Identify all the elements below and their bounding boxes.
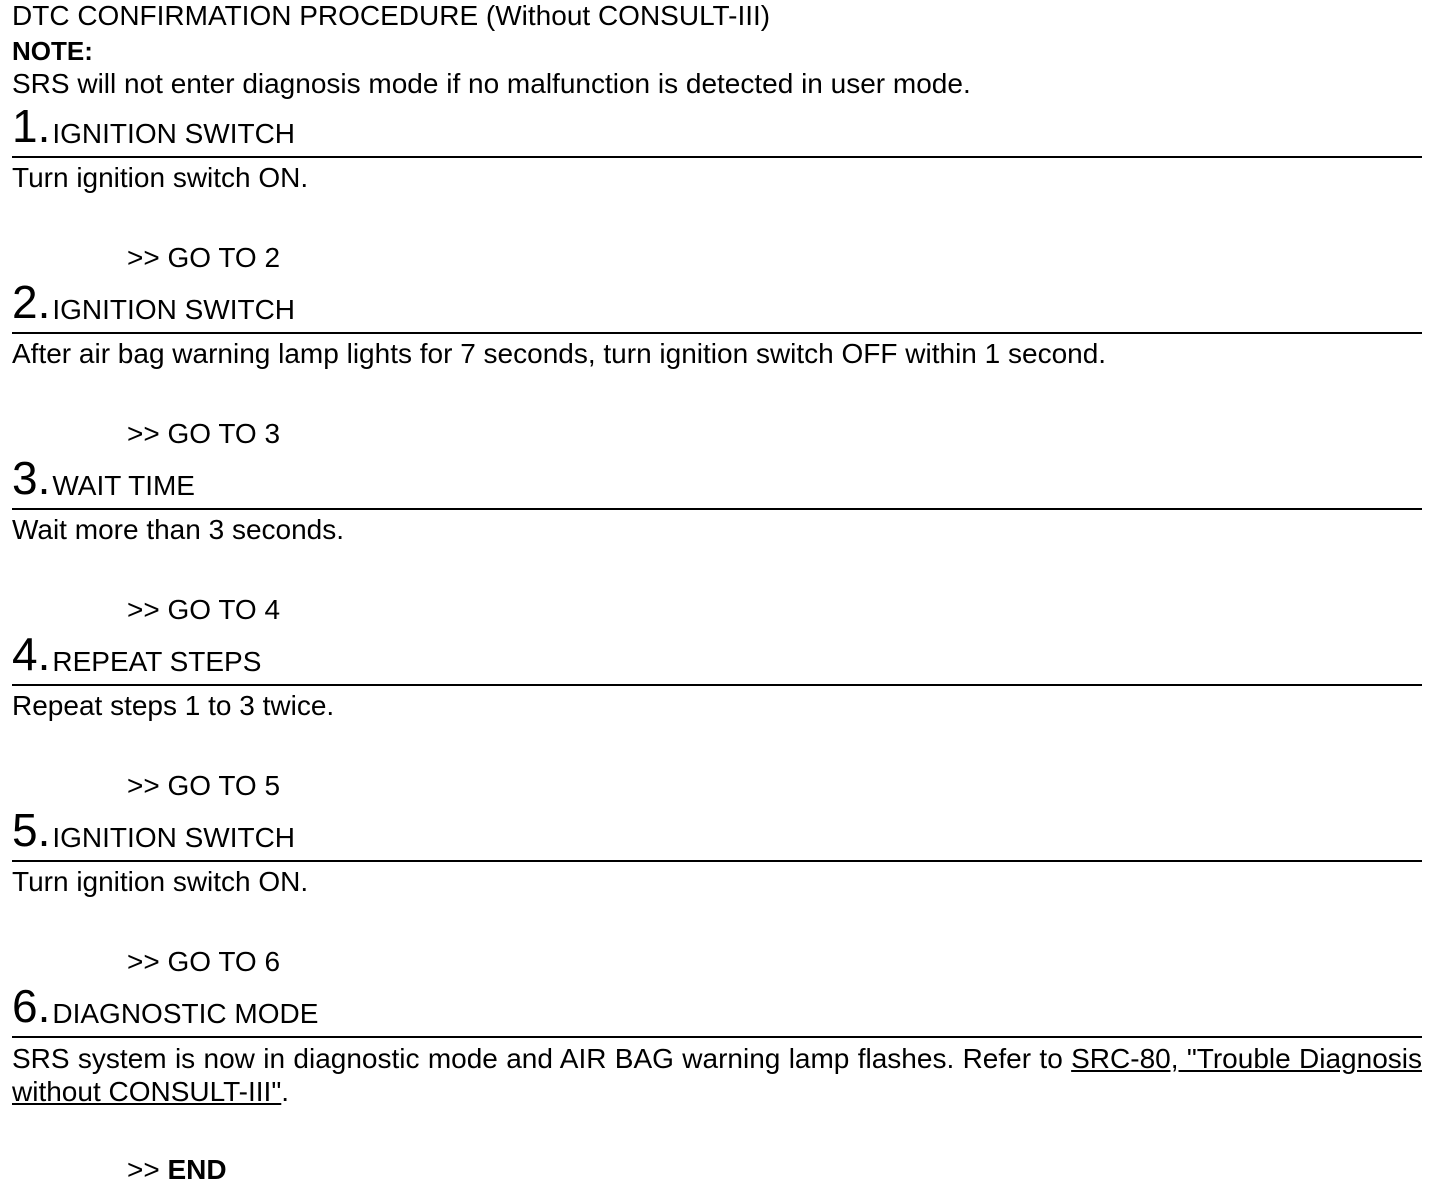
step-1 <box>0 100 1456 276</box>
step-number-dot: . <box>37 804 51 856</box>
step-header <box>12 628 261 680</box>
step-number: 1 <box>12 100 38 152</box>
trouble-diagnosis-reference-link[interactable]: SRC-80, "Trouble Diagnosis without CONSULT-III" <box>12 1043 1422 1107</box>
instruction-period: . <box>281 1076 290 1107</box>
step-number: 2 <box>12 276 38 328</box>
step-divider <box>12 508 1422 510</box>
note-label: NOTE: <box>12 36 93 66</box>
step-header <box>12 100 295 152</box>
goto-next-step: >> GO TO 3 <box>127 418 281 449</box>
step-instruction: Wait more than 3 seconds. <box>12 514 345 545</box>
instruction-text: SRS system is now in diagnostic mode and AIR BAG warning lamp flashes. Refer to <box>12 1043 1072 1074</box>
step-number-dot: . <box>37 980 51 1032</box>
step-number: 4 <box>12 628 38 680</box>
step-divider <box>12 684 1422 686</box>
step-3 <box>0 452 1456 628</box>
step-instruction: After air bag warning lamp lights for 7 seconds, turn ignition switch OFF within 1 second. <box>12 338 1107 369</box>
step-number-dot: . <box>37 628 51 680</box>
note-text: SRS will not enter diagnosis mode if no malfunction is detected in user mode. <box>12 68 971 99</box>
step-number: 5 <box>12 804 38 856</box>
step-number-dot: . <box>37 452 51 504</box>
step-5 <box>0 804 1456 980</box>
step-number-dot: . <box>37 276 51 328</box>
step-header <box>12 980 318 1032</box>
step-header <box>12 804 295 856</box>
step-title: IGNITION SWITCH <box>52 118 296 149</box>
step-header <box>12 452 195 504</box>
step-divider <box>12 860 1422 862</box>
step-instruction: Turn ignition switch ON. <box>12 162 309 193</box>
step-number: 6 <box>12 980 38 1032</box>
step-divider <box>12 332 1422 334</box>
goto-next-step: >> GO TO 5 <box>127 770 281 801</box>
step-title: WAIT TIME <box>52 470 195 501</box>
goto-prefix: >> <box>127 1154 168 1185</box>
goto-next-step: >> GO TO 4 <box>127 594 281 625</box>
goto-next-step: >> GO TO 6 <box>127 946 281 977</box>
step-4 <box>0 628 1456 804</box>
step-title: IGNITION SWITCH <box>52 294 296 325</box>
page-title: DTC CONFIRMATION PROCEDURE (Without CONSULT-III) <box>12 0 771 31</box>
step-divider <box>12 156 1422 158</box>
step-instruction: Turn ignition switch ON. <box>12 866 309 897</box>
step-6 <box>0 980 1456 1194</box>
step-2 <box>0 276 1456 452</box>
step-instruction <box>12 1042 1422 1108</box>
step-number: 3 <box>12 452 38 504</box>
step-title: IGNITION SWITCH <box>52 822 296 853</box>
step-title: REPEAT STEPS <box>52 646 262 677</box>
step-number-dot: . <box>37 100 51 152</box>
goto-end <box>127 1154 227 1186</box>
step-title: DIAGNOSTIC MODE <box>52 998 319 1029</box>
step-instruction: Repeat steps 1 to 3 twice. <box>12 690 335 721</box>
step-divider <box>12 1036 1422 1038</box>
end-label: END <box>167 1154 227 1185</box>
step-header <box>12 276 295 328</box>
goto-next-step: >> GO TO 2 <box>127 242 281 273</box>
